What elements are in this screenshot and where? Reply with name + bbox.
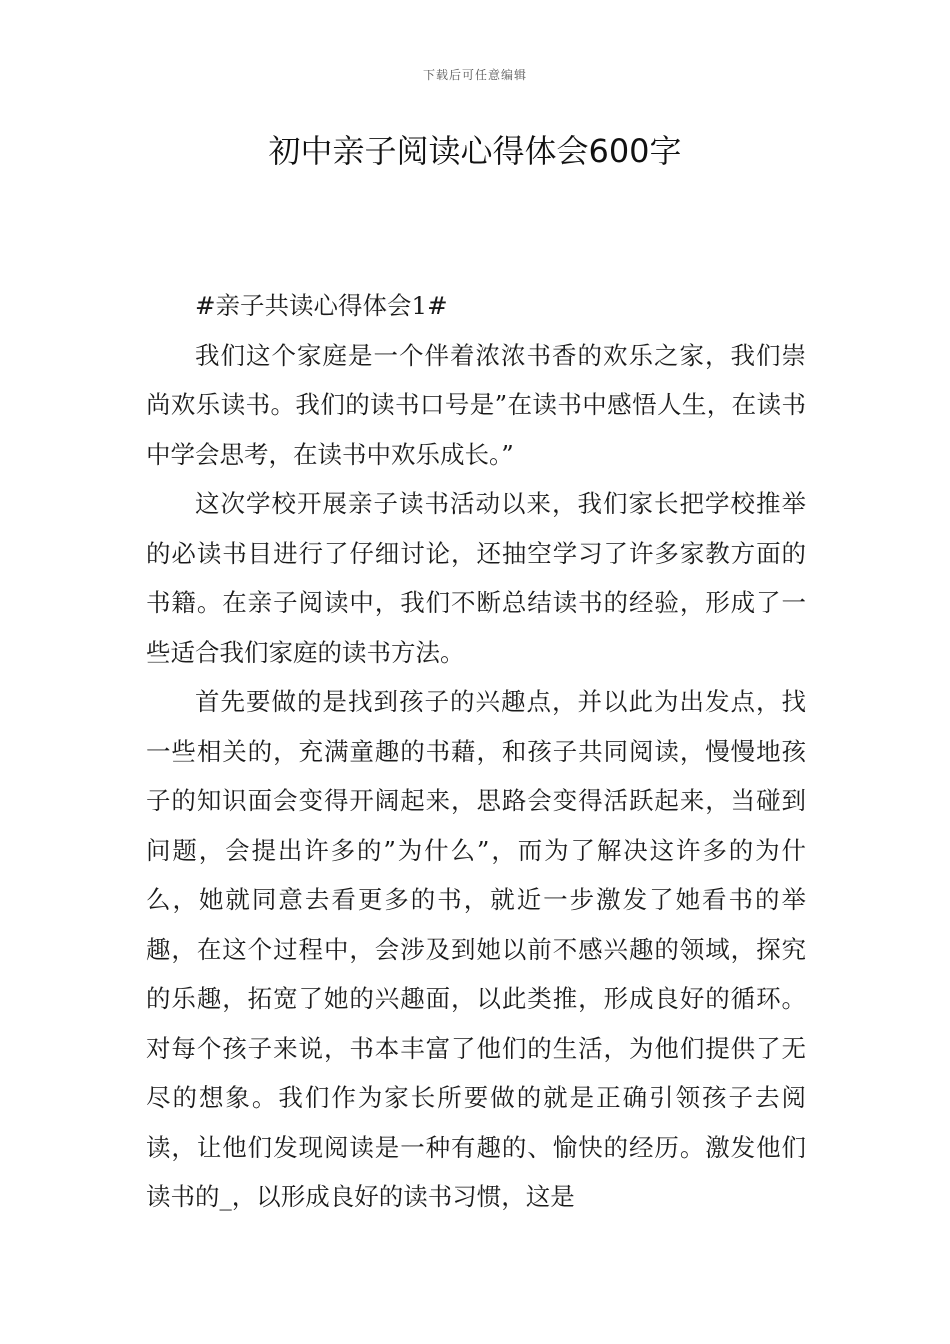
- paragraph: 首先要做的是找到孩子的兴趣点，并以此为出发点，找一些相关的，充满童趣的书藉，和孩子共同阅读，慢慢地孩子的知识面会变得开阔起来，思路会变得活跃起来，当碰到问题，会提出许多的”为什么”，而为了解决这许多的为什么，她就同意去看更多的书，就近一步激发了她看书的举趣，在这个过程中，会涉及到她以前不感兴趣的领域，探究的乐趣，拓宽了她的兴趣面，以此类推，形成良好的循环。对每个孩子来说，书本丰富了他们的生活，为他们提供了无尽的想象。我们作为家长所要做的就是正确引领孩子去阅读，让他们发现阅读是一种有趣的、愉快的经历。激发他们读书的_，以形成良好的读书习惯，这是: [146, 687, 806, 1211]
- document-title: 初中亲子阅读心得体会600字: [268, 132, 682, 170]
- section-heading: #亲子共读心得体会1#: [195, 291, 448, 320]
- document-body: [146, 281, 806, 1222]
- paragraph: 这次学校开展亲子读书活动以来，我们家长把学校推举的必读书目进行了仔细讨论，还抽空学习了许多家教方面的书籍。在亲子阅读中，我们不断总结读书的经验，形成了一些适合我们家庭的读书方法。: [146, 489, 806, 667]
- header-note: 下载后可任意编辑: [422, 68, 527, 82]
- paragraph: 我们这个家庭是一个伴着浓浓书香的欢乐之家，我们崇尚欢乐读书。我们的读书口号是”在读书中感悟人生，在读书中学会思考，在读书中欢乐成长。”: [146, 340, 806, 469]
